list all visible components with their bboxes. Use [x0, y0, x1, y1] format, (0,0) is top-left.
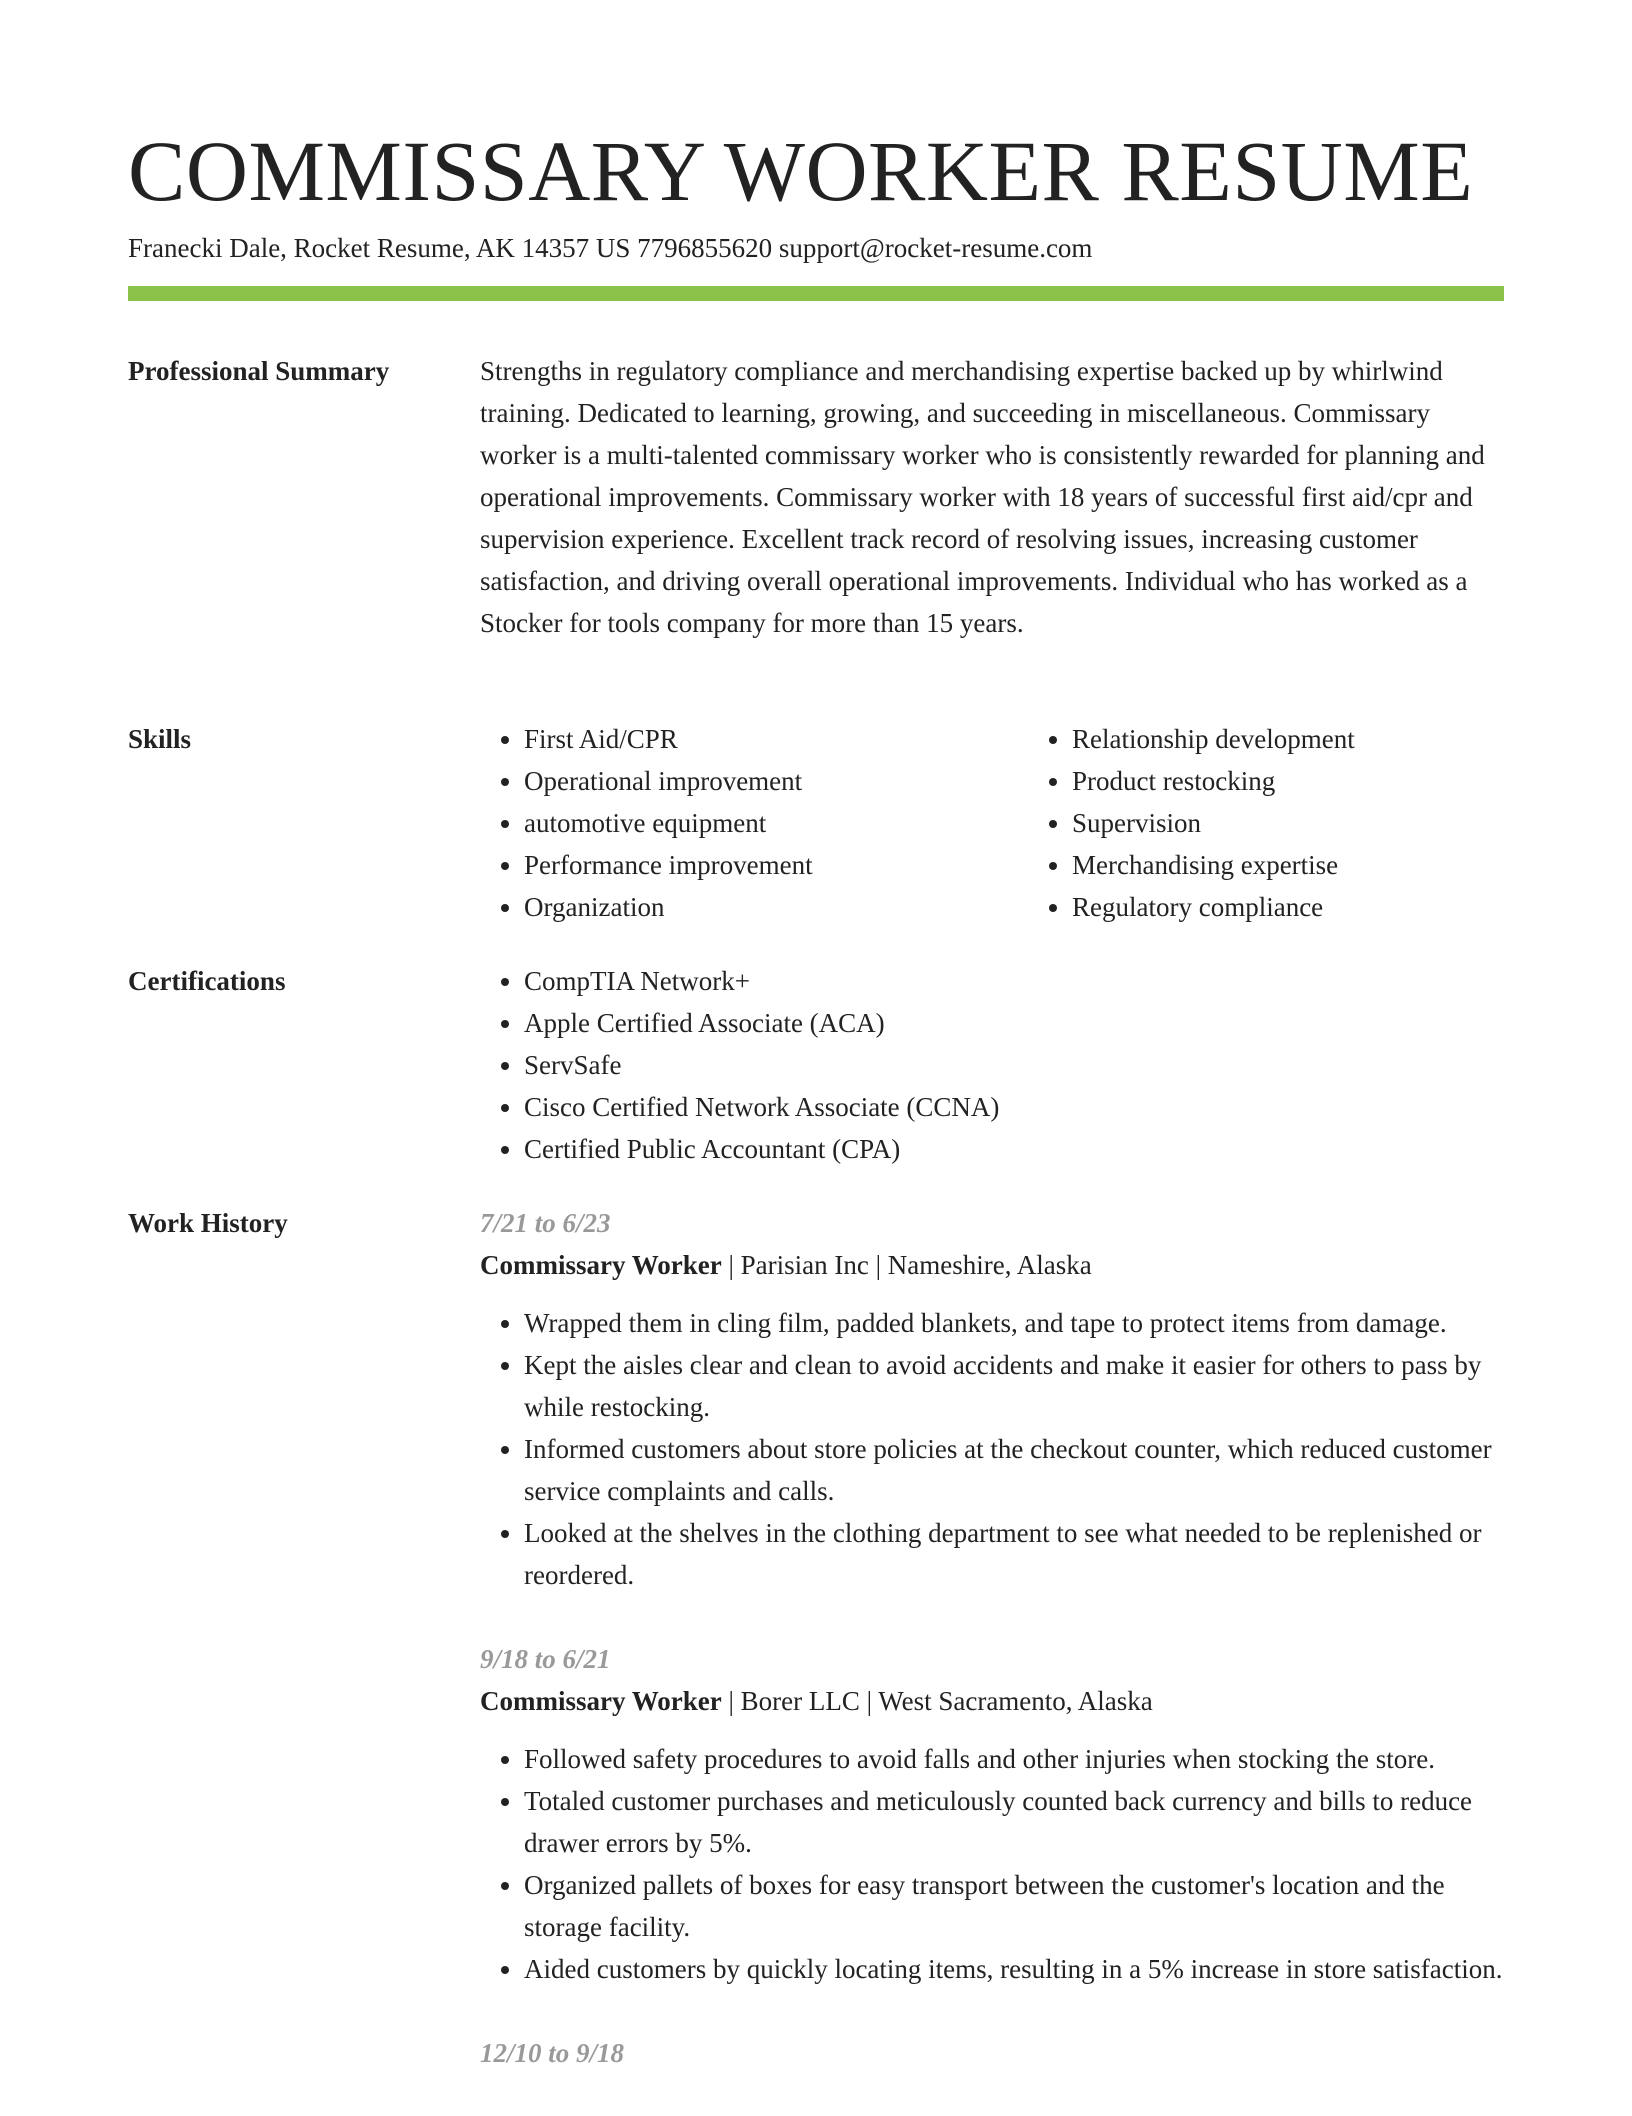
- skill-item: • Relationship development: [1072, 718, 1576, 760]
- skill-item: • Performance improvement: [524, 844, 1028, 886]
- job-duty: • Looked at the shelves in the clothing department to see what needed to be replenished or reordered.: [524, 1512, 1510, 1596]
- section-label-certifications: Certifications: [128, 966, 286, 996]
- skill-item: • Organization: [524, 886, 1028, 928]
- job-dates: 12/10 to 9/18: [480, 2038, 625, 2068]
- job-duties-list: [480, 1738, 1510, 1990]
- job-duty: • Informed customers about store policies at the checkout counter, which reduced customer service complaints and calls.: [524, 1428, 1510, 1512]
- job-duty: • Kept the aisles clear and clean to avoid accidents and make it easier for others to pass by while restocking.: [524, 1344, 1510, 1428]
- skill-item: • Supervision: [1072, 802, 1576, 844]
- job-duty: • Aided customers by quickly locating items, resulting in a 5% increase in store satisfaction.: [524, 1948, 1510, 1990]
- job-entry: [480, 1202, 1510, 1596]
- skill-item: • automotive equipment: [524, 802, 1028, 844]
- job-duty: • Organized pallets of boxes for easy transport between the customer's location and the storage facility.: [524, 1864, 1510, 1948]
- job-duty: • Followed safety procedures to avoid falls and other injuries when stocking the store.: [524, 1738, 1510, 1780]
- job-heading: [480, 1244, 1510, 1286]
- job-title: Commissary Worker: [480, 1250, 722, 1280]
- certification-item: • Apple Certified Associate (ACA): [524, 1002, 1510, 1044]
- skills-list-right: [1028, 718, 1576, 928]
- job-employer-location: | Parisian Inc | Nameshire, Alaska: [721, 1250, 1092, 1280]
- skill-item: • First Aid/CPR: [524, 718, 1028, 760]
- job-employer-location: | Borer LLC | West Sacramento, Alaska: [721, 1686, 1153, 1716]
- skill-item: • Operational improvement: [524, 760, 1028, 802]
- job-dates: 9/18 to 6/21: [480, 1644, 611, 1674]
- contact-line: Franecki Dale, Rocket Resume, AK 14357 US 7796855620 support@rocket-resume.com: [128, 233, 1093, 263]
- job-entry: [480, 1638, 1510, 1990]
- certification-item: • Cisco Certified Network Associate (CCNA): [524, 1086, 1510, 1128]
- summary-text: Strengths in regulatory compliance and merchandising expertise backed up by whirlwind training. Dedicated to learning, growing, and succeeding in miscellaneous. Commissary worker is a multi-talented commissary worker who is consistently rewarded for planning and operational improvements. Commissary worker with 18 years of successful first aid/cpr and supervision experience. Excellent track record of resolving issues, increasing customer satisfaction, and driving overall operational improvements. Individual who has worked as a Stocker for tools company for more than 15 years.: [480, 356, 1485, 638]
- job-duty: • Wrapped them in cling film, padded blankets, and tape to protect items from damage.: [524, 1302, 1510, 1344]
- certification-item: • ServSafe: [524, 1044, 1510, 1086]
- certification-item: • CompTIA Network+: [524, 960, 1510, 1002]
- job-duties-list: [480, 1302, 1510, 1596]
- certifications-list: [480, 960, 1510, 1170]
- skill-item: • Regulatory compliance: [1072, 886, 1576, 928]
- section-label-summary: Professional Summary: [128, 356, 390, 386]
- job-duty: • Totaled customer purchases and meticulously counted back currency and bills to reduce drawer errors by 5%.: [524, 1780, 1510, 1864]
- skill-item: • Merchandising expertise: [1072, 844, 1576, 886]
- section-label-skills: Skills: [128, 724, 192, 754]
- job-heading: [480, 1680, 1510, 1722]
- job-entry: [480, 2032, 1510, 2074]
- certification-item: • Certified Public Accountant (CPA): [524, 1128, 1510, 1170]
- section-label-work-history: Work History: [128, 1208, 288, 1238]
- job-dates: 7/21 to 6/23: [480, 1208, 611, 1238]
- header-divider: [128, 286, 1504, 301]
- resume-title: COMMISSARY WORKER RESUME: [128, 123, 1474, 219]
- job-title: Commissary Worker: [480, 1686, 722, 1716]
- skills-list-left: [480, 718, 1028, 928]
- skill-item: • Product restocking: [1072, 760, 1576, 802]
